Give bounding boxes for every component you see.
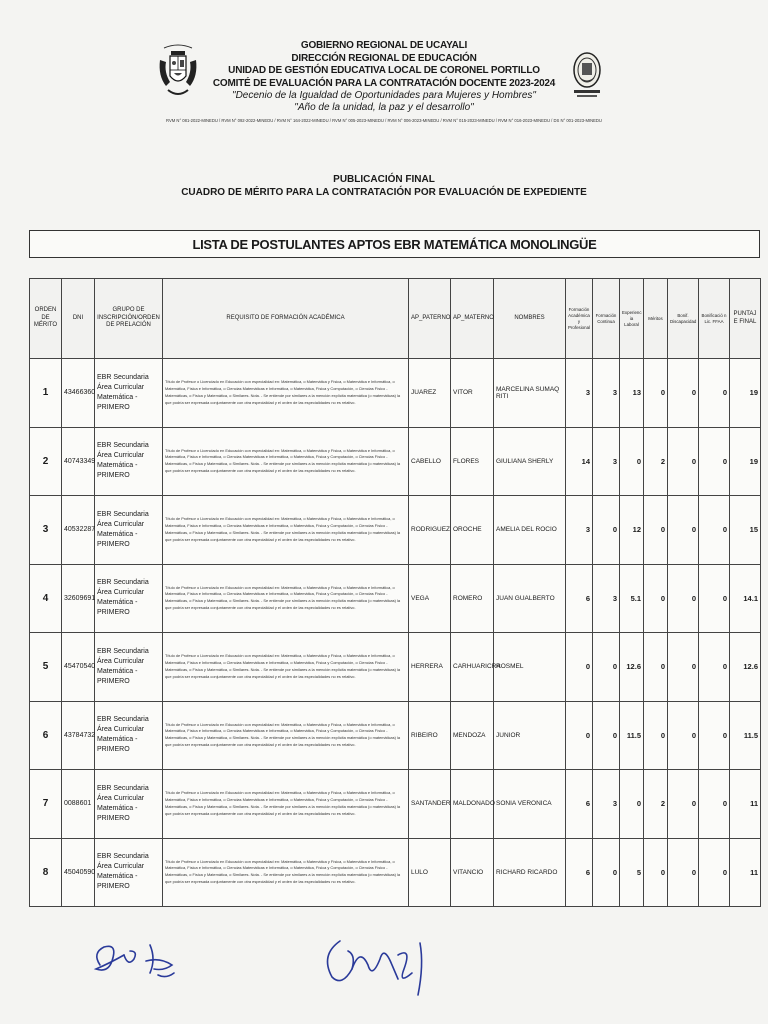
cell-formacion-academica: 14 [566,427,593,496]
cell-experiencia: 5.1 [620,564,644,633]
cell-formacion-continua: 0 [593,633,620,702]
header-experiencia: Experienc ia Laboral [620,279,644,359]
cell-puntaje: 19 [730,427,761,496]
table-row [30,564,761,633]
cell-orden: 8 [30,838,62,907]
cell-bonif-ffaa: 0 [699,770,730,839]
cell-puntaje: 11 [730,838,761,907]
header-nombres: NOMBRES [494,279,566,359]
cell-orden: 6 [30,701,62,770]
cell-requisito: Título de Profesor o Licenciado en Educación con especialidad en: Matemática, o Matemática y Física, o Matemática e Informática, o Matemática, Física e Informática, o Ciencias Matemáticas e Informática, o Matemática, Física y Computación, o Ciencias Físico - Matemáticas, o Física y Matemática, o Similares. Nota. - Se entiende por similares a la mención explícita matemática (o matemáticas) la que podría ser expresada conjuntamente con otra especialidad y el orden de las especialidades no es relativo. [163,496,409,565]
cell-requisito: Título de Profesor o Licenciado en Educación con especialidad en: Matemática, o Matemática y Física, o Matemática e Informática, o Matemática, Física e Informática, o Ciencias Matemáticas e Informática, o Matemática, Física y Computación, o Ciencias Físico - Matemáticas, o Física y Matemática, o Similares. Nota. - Se entiende por similares a la mención explícita matemática (o matemáticas) la que podría ser expresada conjuntamente con otra especialidad y el orden de las especialidades no es relativo. [163,427,409,496]
cell-dni: 0088601 [62,770,95,839]
cell-formacion-continua: 0 [593,838,620,907]
cell-formacion-continua: 0 [593,496,620,565]
header-quote-ano: "Año de la unidad, la paz y el desarrollo" [294,102,474,113]
cell-formacion-academica: 3 [566,496,593,565]
cell-formacion-continua: 0 [593,701,620,770]
cell-requisito: Título de Profesor o Licenciado en Educación con especialidad en: Matemática, o Matemática y Física, o Matemática e Informática, o Matemática, Física e Informática, o Ciencias Matemáticas e Informática, o Matemática, Física y Computación, o Ciencias Físico - Matemáticas, o Física y Matemática, o Similares. Nota. - Se entiende por similares a la mención explícita matemática (o matemáticas) la que podría ser expresada conjuntamente con otra especialidad y el orden de las especialidades no es relativo. [163,564,409,633]
cell-nombres: GIULIANA SHERLY [494,427,566,496]
cell-grupo: EBR Secundaria Área Curricular Matemática - PRIMERO [95,564,163,633]
cell-grupo: EBR Secundaria Área Curricular Matemática - PRIMERO [95,701,163,770]
cell-experiencia: 12 [620,496,644,565]
cell-formacion-academica: 0 [566,633,593,702]
cell-meritos: 0 [644,838,668,907]
header-line-gobierno: GOBIERNO REGIONAL DE UCAYALI [300,40,468,51]
cell-orden: 4 [30,564,62,633]
cell-formacion-continua: 3 [593,359,620,428]
cell-puntaje: 12.6 [730,633,761,702]
cell-formacion-academica: 3 [566,359,593,428]
cell-puntaje: 15 [730,496,761,565]
cell-grupo: EBR Secundaria Área Curricular Matemática - PRIMERO [95,359,163,428]
table-header-row [30,279,761,359]
cell-ap-paterno: RIBEIRO [409,701,451,770]
header-line-unidad: UNIDAD DE GESTIÓN EDUCATIVA LOCAL DE CORONEL PORTILLO [228,65,540,76]
cell-bonif-discapacidad: 0 [668,770,699,839]
cell-grupo: EBR Secundaria Área Curricular Matemática - PRIMERO [95,427,163,496]
cell-grupo: EBR Secundaria Área Curricular Matemática - PRIMERO [95,633,163,702]
cell-meritos: 0 [644,496,668,565]
cell-ap-materno: OROCHE [451,496,494,565]
cell-bonif-ffaa: 0 [699,633,730,702]
cell-orden: 1 [30,359,62,428]
cell-ap-paterno: RODRIGUEZ [409,496,451,565]
header-quote-decenio: "Decenio de la Igualdad de Oportunidades para Mujeres y Hombres" [232,90,536,101]
header-line-comite: COMITÉ DE EVALUACIÓN PARA LA CONTRATACIÓN DOCENTE 2023-2024 [212,77,556,89]
cell-ap-paterno: JUAREZ [409,359,451,428]
cell-dni: 40532287 [62,496,95,565]
cell-nombres: SONIA VERONICA [494,770,566,839]
cell-orden: 5 [30,633,62,702]
cell-dni: 45040590 [62,838,95,907]
cell-bonif-ffaa: 0 [699,838,730,907]
cell-nombres: RICHARD RICARDO [494,838,566,907]
cell-ap-materno: FLORES [451,427,494,496]
cell-dni: 43784732 [62,701,95,770]
cell-ap-materno: VITANCIO [451,838,494,907]
cell-formacion-continua: 3 [593,427,620,496]
cell-grupo: EBR Secundaria Área Curricular Matemática - PRIMERO [95,770,163,839]
cell-ap-paterno: LULO [409,838,451,907]
table-row [30,427,761,496]
signature-left [96,945,174,977]
cell-dni: 43466360 [62,359,95,428]
cell-requisito: Título de Profesor o Licenciado en Educación con especialidad en: Matemática, o Matemática y Física, o Matemática e Informática, o Matemática, Física e Informática, o Ciencias Matemáticas e Informática, o Matemática, Física y Computación, o Ciencias Físico - Matemáticas, o Física y Matemática, o Similares. Nota. - Se entiende por similares a la mención explícita matemática (o matemáticas) la que podría ser expresada conjuntamente con otra especialidad y el orden de las especialidades no es relativo. [163,838,409,907]
table-row [30,633,761,702]
cell-ap-materno: VITOR [451,359,494,428]
table-row [30,838,761,907]
cell-bonif-discapacidad: 0 [668,838,699,907]
header-ap-materno: AP_MATERNO [451,279,494,359]
header-formacion-academica: Formación Académica y Profesional [566,279,593,359]
cell-nombres: MARCELINA SUMAQ RITI [494,359,566,428]
cell-bonif-discapacidad: 0 [668,496,699,565]
list-title: LISTA DE POSTULANTES APTOS EBR MATEMÁTICA MONOLINGÜE [29,230,760,258]
cell-experiencia: 11.5 [620,701,644,770]
cell-puntaje: 11 [730,770,761,839]
publication-line-final: PUBLICACIÓN FINAL [333,174,435,185]
cell-bonif-discapacidad: 0 [668,633,699,702]
header-puntaje: PUNTAJ E FINAL [730,279,761,359]
cell-puntaje: 14.1 [730,564,761,633]
cell-orden: 7 [30,770,62,839]
header-orden: ORDEN DE MÉRITO [30,279,62,359]
cell-dni: 40743349 [62,427,95,496]
signature-center [328,941,422,995]
cell-bonif-ffaa: 0 [699,359,730,428]
cell-formacion-academica: 6 [566,770,593,839]
publication-line-cuadro: CUADRO DE MÉRITO PARA LA CONTRATACIÓN POR EVALUACIÓN DE EXPEDIENTE [181,187,587,198]
cell-meritos: 0 [644,701,668,770]
cell-nombres: ROSMEL [494,633,566,702]
cell-ap-paterno: SANTANDER [409,770,451,839]
cell-bonif-ffaa: 0 [699,427,730,496]
cell-bonif-discapacidad: 0 [668,701,699,770]
cell-meritos: 0 [644,359,668,428]
cell-requisito: Título de Profesor o Licenciado en Educación con especialidad en: Matemática, o Matemática y Física, o Matemática e Informática, o Matemática, Física e Informática, o Ciencias Matemáticas e Informática, o Matemática, Física y Computación, o Ciencias Físico - Matemáticas, o Física y Matemática, o Similares. Nota. - Se entiende por similares a la mención explícita matemática (o matemáticas) la que podría ser expresada conjuntamente con otra especialidad y el orden de las especialidades no es relativo. [163,633,409,702]
cell-formacion-academica: 0 [566,701,593,770]
table-row [30,701,761,770]
cell-ap-paterno: HERRERA [409,633,451,702]
signatures [0,925,768,1005]
cell-bonif-ffaa: 0 [699,564,730,633]
cell-formacion-academica: 6 [566,838,593,907]
table-row [30,770,761,839]
cell-experiencia: 0 [620,427,644,496]
table-row [30,496,761,565]
header-dni: DNI [62,279,95,359]
cell-grupo: EBR Secundaria Área Curricular Matemática - PRIMERO [95,496,163,565]
header-line-direccion: DIRECCIÓN REGIONAL DE EDUCACIÓN [291,52,477,64]
cell-nombres: AMELIA DEL ROCIO [494,496,566,565]
cell-experiencia: 13 [620,359,644,428]
cell-requisito: Título de Profesor o Licenciado en Educación con especialidad en: Matemática, o Matemática y Física, o Matemática e Informática, o Matemática, Física e Informática, o Ciencias Matemáticas e Informática, o Matemática, Física y Computación, o Ciencias Físico - Matemáticas, o Física y Matemática, o Similares. Nota. - Se entiende por similares a la mención explícita matemática (o matemáticas) la que podría ser expresada conjuntamente con otra especialidad y el orden de las especialidades no es relativo. [163,359,409,428]
header-requisito: REQUISITO DE FORMACIÓN ACADÉMICA [163,279,409,359]
cell-nombres: JUNIOR [494,701,566,770]
cell-formacion-continua: 3 [593,564,620,633]
merit-table [29,278,761,907]
cell-meritos: 2 [644,770,668,839]
cell-ap-materno: MALDONADO [451,770,494,839]
cell-dni: 32609691 [62,564,95,633]
cell-meritos: 0 [644,633,668,702]
cell-orden: 2 [30,427,62,496]
cell-requisito: Título de Profesor o Licenciado en Educación con especialidad en: Matemática, o Matemática y Física, o Matemática e Informática, o Matemática, Física e Informática, o Ciencias Matemáticas e Informática, o Matemática, Física y Computación, o Ciencias Físico - Matemáticas, o Física y Matemática, o Similares. Nota. - Se entiende por similares a la mención explícita matemática (o matemáticas) la que podría ser expresada conjuntamente con otra especialidad y el orden de las especialidades no es relativo. [163,701,409,770]
cell-experiencia: 5 [620,838,644,907]
header-ap-paterno: AP_PATERNO [409,279,451,359]
cell-bonif-ffaa: 0 [699,701,730,770]
cell-dni: 45470540 [62,633,95,702]
cell-experiencia: 0 [620,770,644,839]
cell-requisito: Título de Profesor o Licenciado en Educación con especialidad en: Matemática, o Matemática y Física, o Matemática e Informática, o Matemática, Física e Informática, o Ciencias Matemáticas e Informática, o Matemática, Física y Computación, o Ciencias Físico - Matemáticas, o Física y Matemática, o Similares. Nota. - Se entiende por similares a la mención explícita matemática (o matemáticas) la que podría ser expresada conjuntamente con otra especialidad y el orden de las especialidades no es relativo. [163,770,409,839]
cell-experiencia: 12.6 [620,633,644,702]
document-header [0,40,768,126]
cell-orden: 3 [30,496,62,565]
cell-ap-paterno: CABELLO [409,427,451,496]
cell-formacion-continua: 3 [593,770,620,839]
cell-bonif-discapacidad: 0 [668,427,699,496]
cell-meritos: 0 [644,564,668,633]
cell-nombres: JUAN GUALBERTO [494,564,566,633]
cell-meritos: 2 [644,427,668,496]
header-meritos: Méritos [644,279,668,359]
cell-bonif-ffaa: 0 [699,496,730,565]
cell-formacion-academica: 6 [566,564,593,633]
header-rvm-references: RVM N° 081-2022-MINEDU / RVM N° 092-2022-MINEDU / RVM N° 164-2022-MINEDU / RVM N° 005-2023-MINEDU / RVM N° 006-2023-MINEDU / RVM N° 015-2023-MINEDU / RVM N° 016-2023-MINEDU / DS N° 001-2023-MINEDU [166,118,602,123]
header-bonif-discapacidad: Bonif. Discapacidad [668,279,699,359]
cell-puntaje: 19 [730,359,761,428]
cell-bonif-discapacidad: 0 [668,564,699,633]
cell-ap-materno: ROMERO [451,564,494,633]
cell-puntaje: 11.5 [730,701,761,770]
header-grupo: GRUPO DE INSCRIPCIÓN/ORDEN DE PRELACIÓN [95,279,163,359]
publication-title [0,173,768,199]
cell-ap-materno: CARHUARICRA [451,633,494,702]
cell-grupo: EBR Secundaria Área Curricular Matemática - PRIMERO [95,838,163,907]
cell-ap-materno: MENDOZA [451,701,494,770]
cell-bonif-discapacidad: 0 [668,359,699,428]
table-row [30,359,761,428]
cell-ap-paterno: VEGA [409,564,451,633]
header-bonif-ffaa: Bonificació n Lic. FFAA [699,279,730,359]
header-formacion-continua: Formación Continua [593,279,620,359]
